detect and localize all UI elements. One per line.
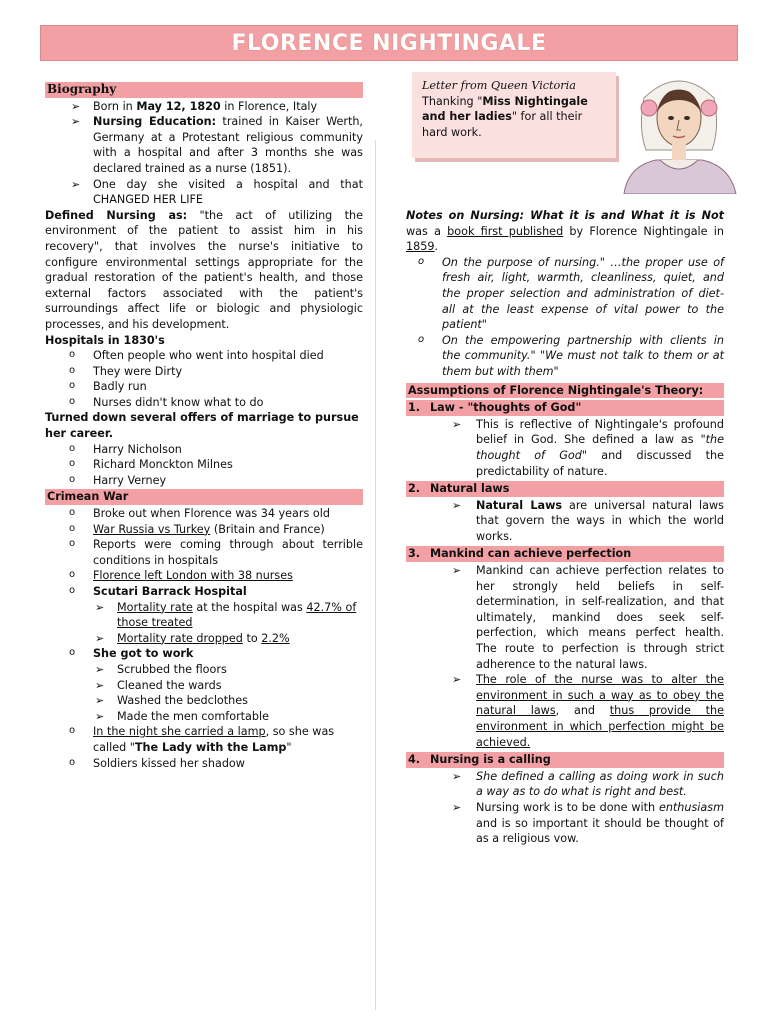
- work-label: o She got to work: [93, 647, 194, 661]
- assumption-3-header: 3. Mankind can achieve perfection: [406, 546, 724, 562]
- work-list: [93, 662, 363, 724]
- list-item: ➢ Mankind can achieve perfection relates to her strongly held beliefs in self-determination, in self-realization, and that ultimately, mankind does seek self-perfection, which means perfect health. The route to perfection is through strict adherence to the natural laws.: [406, 563, 724, 672]
- letter-box: [412, 72, 616, 158]
- assumptions-header: Assumptions of Florence Nightingale's Theory:: [406, 383, 724, 399]
- crimean-list: [45, 506, 363, 771]
- list-item: o On the empowering partnership with clients in the community." "We must not talk to them or at them but with them": [406, 333, 724, 380]
- list-item: o On the purpose of nursing." …the proper use of fresh air, light, warmth, cleanliness, quiet, and the proper selection and administration of diet- all at the least expense of vital power to the patient": [406, 255, 724, 333]
- list-item: ➢ The role of the nurse was to alter the environment in such a way as to obey the natural laws, and thus provide the environment in which perfection might be achieved.: [406, 672, 724, 750]
- assumption-3-list: [406, 563, 724, 750]
- assumption-4-header: 4. Nursing is a calling: [406, 752, 724, 768]
- list-item: ➢ Born in May 12, 1820 in Florence, Italy: [45, 99, 363, 115]
- column-divider: [375, 140, 376, 1010]
- assumption-1-list: [406, 417, 724, 479]
- crimean-war-header: Crimean War: [45, 489, 363, 505]
- assumption-4-list: [406, 769, 724, 847]
- hospitals-list: [45, 348, 363, 410]
- list-item: [45, 584, 363, 646]
- list-item: o Nurses didn't know what to do: [45, 395, 363, 411]
- florence-portrait-illustration: [616, 68, 742, 194]
- scutari-label: o Scutari Barrack Hospital: [93, 585, 247, 598]
- biography-list: [45, 99, 363, 208]
- list-item: o Richard Monckton Milnes: [45, 457, 363, 473]
- list-item: ➢ Made the men comfortable: [93, 709, 363, 725]
- list-item: ➢ She defined a calling as doing work in such a way as to do what is right and best.: [406, 769, 724, 800]
- list-item: ➢ Mortality rate dropped to 2.2%: [93, 631, 363, 647]
- list-item: o Often people who went into hospital died: [45, 348, 363, 364]
- left-column: [45, 80, 363, 771]
- list-item: o Harry Nicholson: [45, 442, 363, 458]
- list-item: o They were Dirty: [45, 364, 363, 380]
- right-column: [406, 208, 724, 847]
- list-item: ➢ Washed the bedclothes: [93, 693, 363, 709]
- page-title-bar: [40, 25, 738, 61]
- list-item: o In the night she carried a lamp, so she was called "The Lady with the Lamp": [45, 724, 363, 755]
- assumption-2-header: 2. Natural laws: [406, 481, 724, 497]
- assumption-1-header: 1. Law - "thoughts of God": [406, 400, 724, 416]
- list-item: o Florence left London with 38 nurses: [45, 568, 363, 584]
- list-item: o Soldiers kissed her shadow: [45, 756, 363, 772]
- page-title: FLORENCE NIGHTINGALE: [231, 31, 547, 56]
- list-item: o Harry Verney: [45, 473, 363, 489]
- defined-nursing-paragraph: Defined Nursing as: "the act of utilizing the environment of the patient to assist him in his recovery", that involves the nurse's initiative to configure environmental settings appropriate for the gradual restoration of the patient's health, and those external factors associated with the patient's surroundings affect life or biologic and physiologic processes, and his development.: [45, 208, 363, 331]
- list-item: ➢ Nursing Education: trained in Kaiser Werth, Germany at a Protestant religious community with a hospital and after 3 months she was declared trained as a nurse (1851).: [45, 114, 363, 176]
- list-item: ➢ One day she visited a hospital and that CHANGED HER LIFE: [45, 177, 363, 208]
- letter-heading: Letter from Queen Victoria: [422, 79, 576, 92]
- list-item: o Reports were coming through about terrible conditions in hospitals: [45, 537, 363, 568]
- list-item: ➢ Mortality rate at the hospital was 42.7% of those treated: [93, 600, 363, 631]
- list-item: ➢ Scrubbed the floors: [93, 662, 363, 678]
- assumption-2-list: [406, 498, 724, 545]
- list-item: ➢ Nursing work is to be done with enthusiasm and is so important it should be thought of as a religious vow.: [406, 800, 724, 847]
- list-item: o War Russia vs Turkey (Britain and France): [45, 522, 363, 538]
- notes-paragraph: Notes on Nursing: What it is and What it is Not was a book first published by Florence Nightingale in 1859.: [406, 209, 724, 254]
- list-item: ➢ Cleaned the wards: [93, 678, 363, 694]
- suitors-list: [45, 442, 363, 489]
- hospitals-header: Hospitals in 1830's: [45, 333, 165, 347]
- marriage-header: Turned down several offers of marriage to pursue her career.: [45, 411, 359, 441]
- list-item: o Broke out when Florence was 34 years old: [45, 506, 363, 522]
- mortality-list: [93, 600, 363, 647]
- list-item: [45, 646, 363, 724]
- list-item: ➢ This is reflective of Nightingale's profound belief in God. She defined a law as "the thought of God" and discussed the predictability of nature.: [406, 417, 724, 479]
- biography-header: Biography: [45, 82, 363, 98]
- letter-text: Thanking "Miss Nightingale and her ladies" for all their hard work.: [422, 94, 588, 139]
- list-item: ➢ Natural Laws are universal natural laws that govern the ways in which the world works.: [406, 498, 724, 545]
- notes-list: [406, 255, 724, 380]
- list-item: o Badly run: [45, 379, 363, 395]
